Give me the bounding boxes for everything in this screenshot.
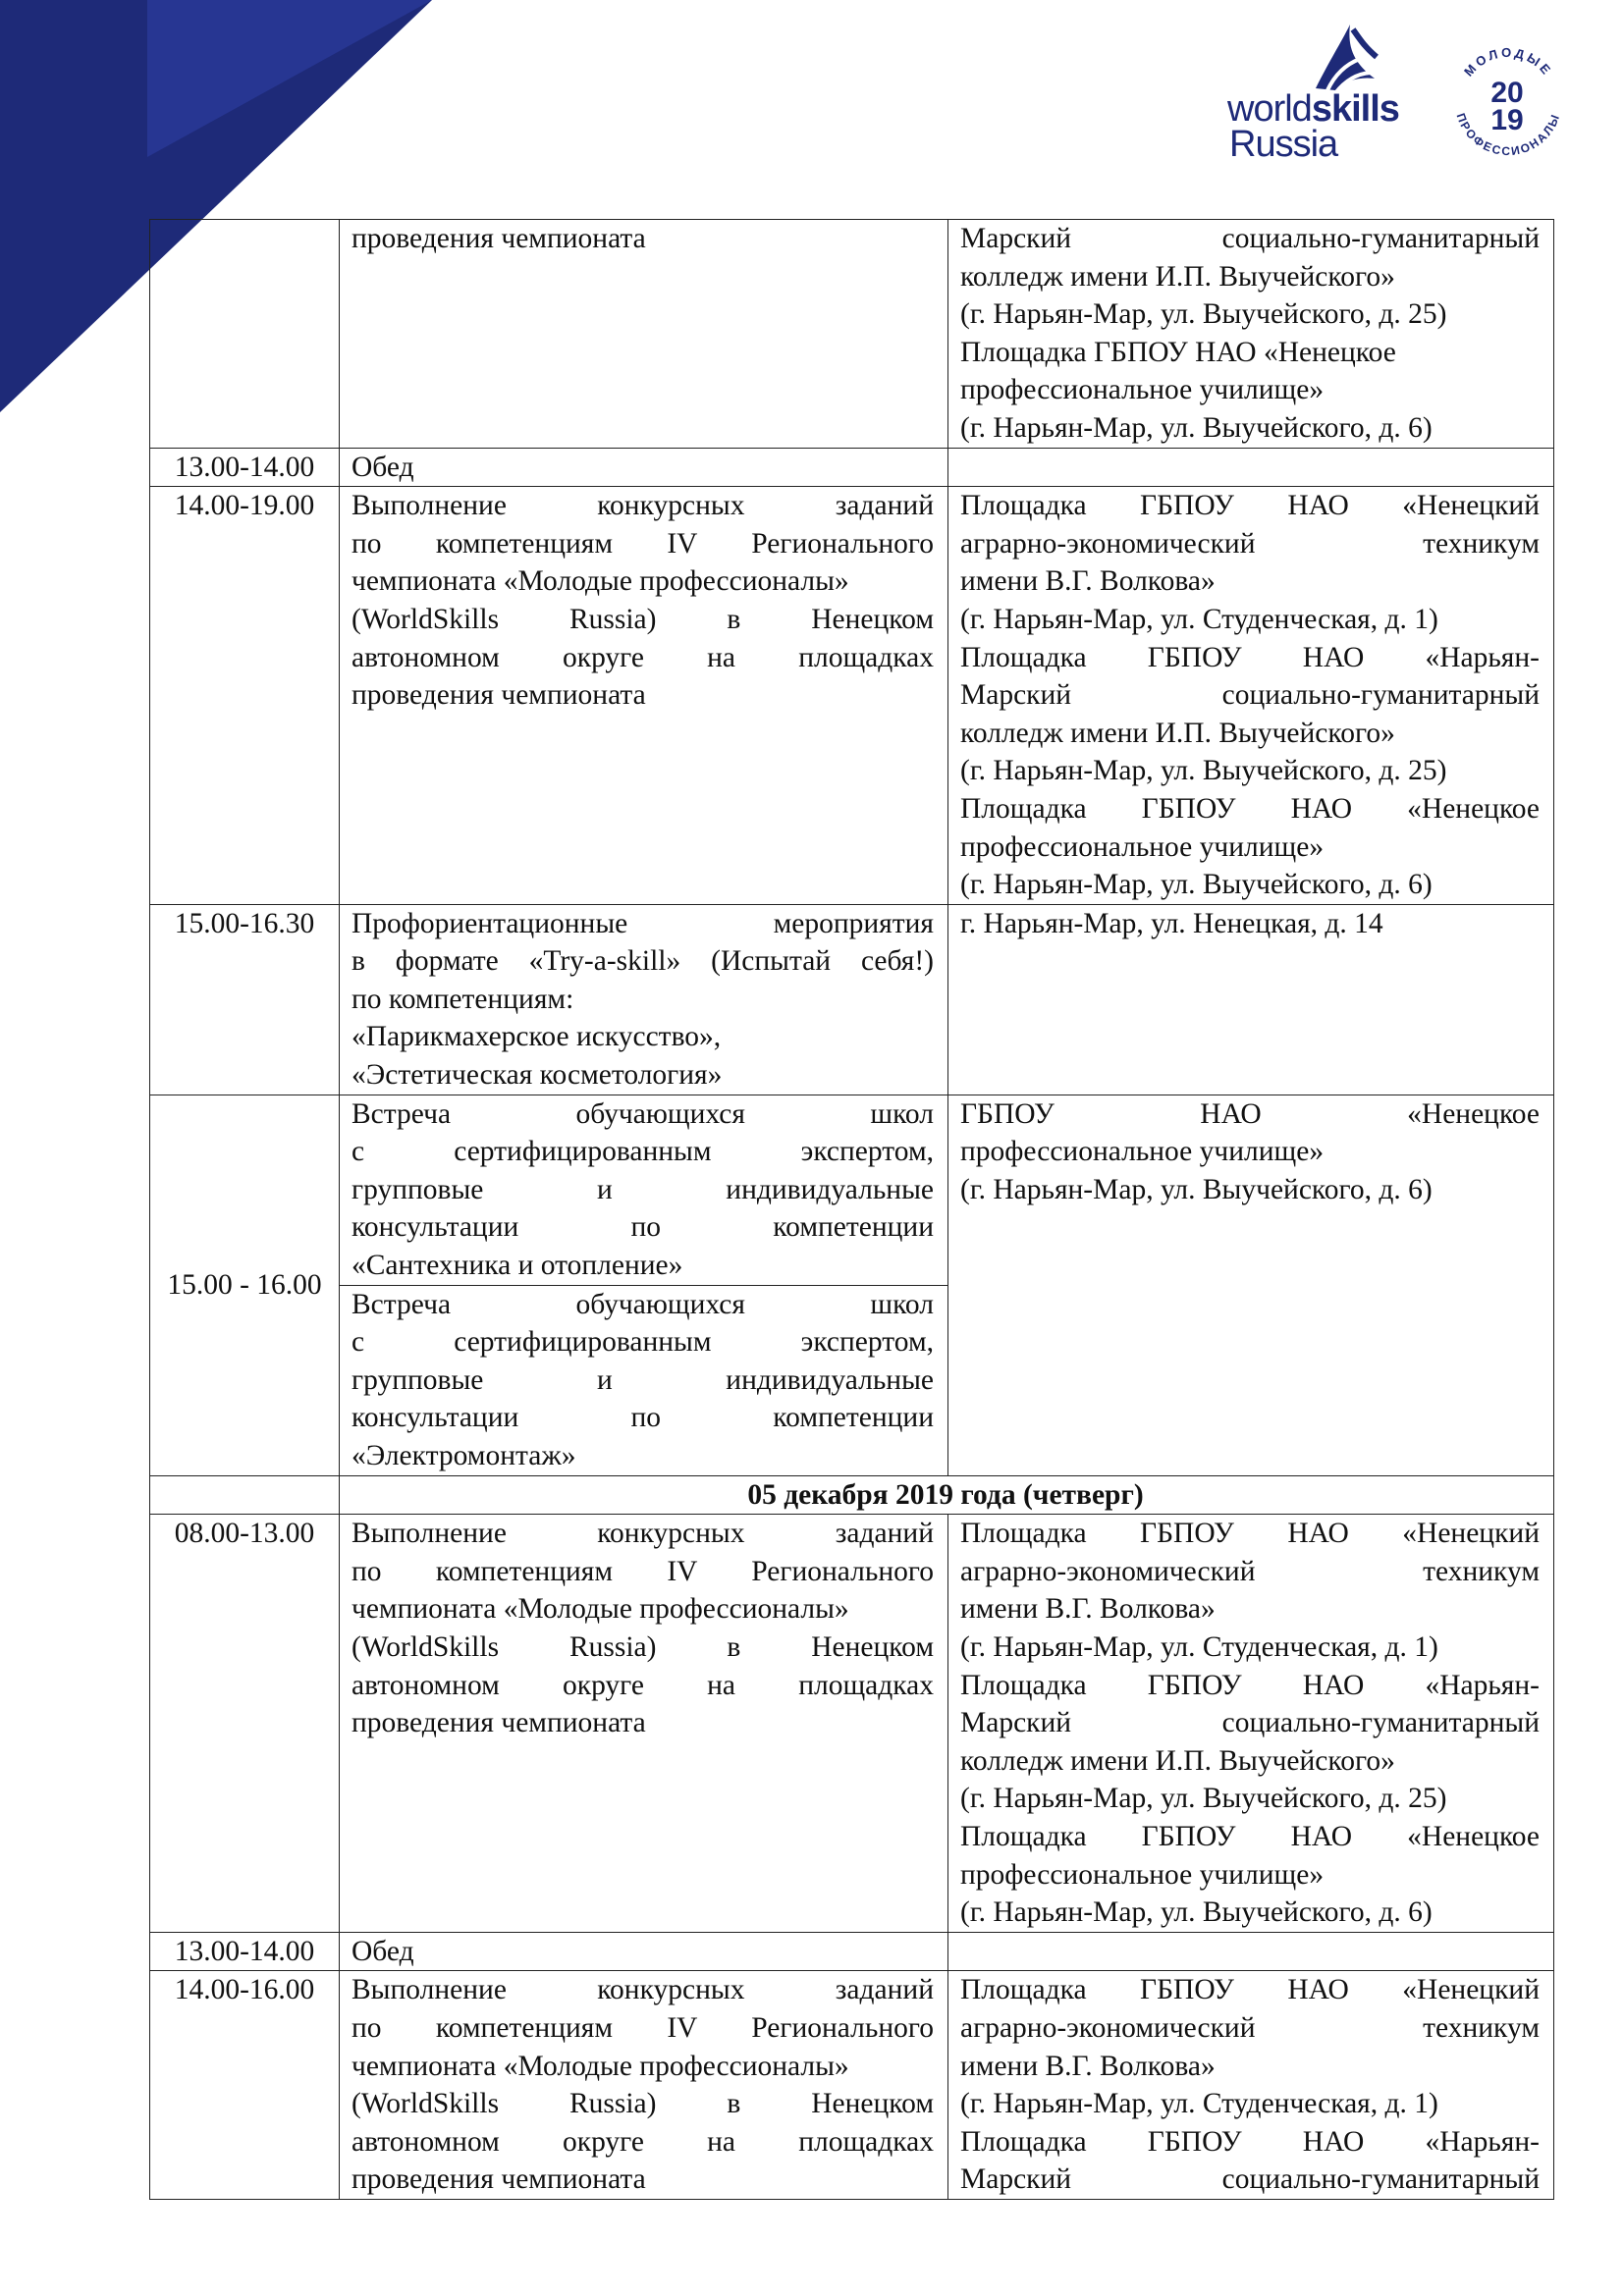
text-line: Профориентационные мероприятия	[352, 907, 934, 939]
text-line: автономном округе на площадках	[352, 1669, 934, 1701]
text-line: «Сантехника и отопление»	[352, 1250, 683, 1282]
text-line: чемпионата «Молодые профессионалы»	[352, 565, 849, 598]
text-line: профессиональное училище»	[960, 374, 1325, 406]
table-row	[150, 1515, 1554, 1933]
text-line: по компетенциям:	[352, 983, 574, 1015]
badge-text-top: МОЛОДЫЕ	[1461, 44, 1556, 80]
event-cell	[340, 220, 948, 449]
text-line: Встреча обучающихся школ	[352, 1097, 934, 1130]
text-line: имени В.Г. Волкова»	[960, 1593, 1216, 1626]
event-cell	[340, 487, 948, 905]
table-row	[150, 1971, 1554, 2200]
time-cell: 15.00-16.30	[150, 904, 340, 1095]
text-line: (г. Нарьян-Мар, ул. Выучейского, д. 6)	[960, 411, 1433, 444]
text-line: (WorldSkills Russia) в Ненецком	[352, 603, 934, 635]
text-line: ГБПОУ НАО «Ненецкое	[960, 1097, 1540, 1130]
text-line: (г. Нарьян-Мар, ул. Выучейского, д. 6)	[960, 1896, 1433, 1929]
text-line: Обед	[352, 1935, 414, 1967]
text-line: Выполнение конкурсных заданий	[352, 1974, 934, 2006]
event-cell	[340, 448, 948, 487]
text-line: в формате «Try-a-skill» (Испытай себя!)	[352, 945, 934, 978]
text-line: Площадка ГБПОУ НАО «Нарьян-	[960, 1669, 1540, 1701]
event-cell-split	[340, 1095, 948, 1475]
text-line: по компетенциям IV Регионального	[352, 527, 934, 560]
worldskills-logo	[1227, 20, 1581, 167]
location-cell	[948, 1095, 1554, 1475]
text-line: (WorldSkills Russia) в Ненецком	[352, 1630, 934, 1663]
text-line: проведения чемпионата	[352, 223, 646, 254]
text-line: профессиональное училище»	[960, 830, 1325, 863]
text-line: имени В.Г. Волкова»	[960, 2050, 1216, 2082]
text-line: (WorldSkills Russia) в Ненецком	[352, 2088, 934, 2120]
text-line: Марский социально-гуманитарный	[960, 223, 1540, 254]
text-line: автономном округе на площадках	[352, 641, 934, 673]
text-line: проведения чемпионата	[352, 679, 646, 712]
text-line: аграрно-экономический техникум	[960, 1555, 1540, 1587]
text-line: Марский социально-гуманитарный	[960, 2163, 1540, 2196]
text-line: групповые и индивидуальные	[352, 1363, 934, 1396]
badge-year-top: 20	[1490, 77, 1524, 109]
text-line: консультации по компетенции	[352, 1402, 934, 1434]
text-line: (г. Нарьян-Мар, ул. Студенческая, д. 1)	[960, 603, 1438, 635]
table-row	[150, 487, 1554, 905]
location-cell	[948, 1515, 1554, 1933]
text-line: (г. Нарьян-Мар, ул. Студенческая, д. 1)	[960, 1630, 1438, 1663]
text-line: с сертифицированным экспертом,	[352, 1326, 934, 1359]
text-line: профессиональное училище»	[960, 1858, 1325, 1891]
logo-text-line2: Russia	[1229, 124, 1338, 165]
text-line: Встреча обучающихся школ	[352, 1288, 934, 1320]
time-cell: 08.00-13.00	[150, 1515, 340, 1933]
text-line: Площадка ГБПОУ НАО «Ненецкий	[960, 490, 1540, 522]
text-line: Площадка ГБПОУ НАО «Ненецкое	[960, 792, 1540, 825]
text-line: Выполнение конкурсных заданий	[352, 1518, 934, 1550]
date-heading	[340, 1475, 1554, 1515]
text-line: чемпионата «Молодые профессионалы»	[352, 1593, 849, 1626]
schedule-table	[149, 219, 1554, 2200]
text-line: проведения чемпионата	[352, 1707, 646, 1739]
text-line: аграрно-экономический техникум	[960, 2011, 1540, 2044]
location-cell	[948, 220, 1554, 449]
text-line: Площадка ГБПОУ НАО «Ненецкое	[960, 336, 1396, 368]
text-line: автономном округе на площадках	[352, 2125, 934, 2158]
text-line: (г. Нарьян-Мар, ул. Выучейского, д. 25)	[960, 755, 1447, 787]
text-line: Площадка ГБПОУ НАО «Ненецкий	[960, 1974, 1540, 2006]
text-line: (г. Нарьян-Мар, ул. Выучейского, д. 25)	[960, 1783, 1447, 1815]
time-cell: 13.00-14.00	[150, 1932, 340, 1971]
text-line: Площадка ГБПОУ НАО «Нарьян-	[960, 641, 1540, 673]
text-line: групповые и индивидуальные	[352, 1173, 934, 1205]
text-line: колледж имени И.П. Выучейского»	[960, 717, 1395, 749]
table-row	[150, 904, 1554, 1095]
text-line: проведения чемпионата	[352, 2163, 646, 2196]
location-cell	[948, 487, 1554, 905]
text-line: имени В.Г. Волкова»	[960, 565, 1216, 598]
text-line: консультации по компетенции	[352, 1211, 934, 1244]
text-line: Марский социально-гуманитарный	[960, 1707, 1540, 1739]
text-line: (г. Нарьян-Мар, ул. Студенческая, д. 1)	[960, 2088, 1438, 2120]
logo-text-skills: skills	[1311, 88, 1399, 130]
location-cell-empty	[948, 448, 1554, 487]
text-line: колледж имени И.П. Выучейского»	[960, 260, 1395, 293]
event-cell	[340, 904, 948, 1095]
badge-year-bottom: 19	[1490, 104, 1524, 136]
logo-text-world: world	[1227, 88, 1312, 130]
table-row	[150, 1932, 1554, 1971]
text-line: Выполнение конкурсных заданий	[352, 490, 934, 522]
text-line: с сертифицированным экспертом,	[352, 1136, 934, 1168]
text-line: аграрно-экономический техникум	[960, 527, 1540, 560]
event-cell	[340, 1932, 948, 1971]
text-line: Площадка ГБПОУ НАО «Ненецкий	[960, 1518, 1540, 1550]
text-line: «Эстетическая косметология»	[352, 1059, 723, 1092]
molodye-professionaly-badge	[1441, 33, 1574, 166]
text-line: Площадка ГБПОУ НАО «Ненецкое	[960, 1820, 1540, 1852]
table-row	[150, 220, 1554, 449]
text-line: по компетенциям IV Регионального	[352, 1555, 934, 1587]
text-line: по компетенциям IV Регионального	[352, 2011, 934, 2044]
time-cell: 15.00 - 16.00	[150, 1095, 340, 1475]
time-cell: 13.00-14.00	[150, 448, 340, 487]
event-cell	[340, 1515, 948, 1933]
time-cell: 14.00-19.00	[150, 487, 340, 905]
text-line: колледж имени И.П. Выучейского»	[960, 1744, 1395, 1777]
time-cell	[150, 220, 340, 449]
table-row	[150, 448, 1554, 487]
text-line: (г. Нарьян-Мар, ул. Выучейского, д. 6)	[960, 1173, 1433, 1205]
table-row	[150, 1475, 1554, 1515]
text-line: профессиональное училище»	[960, 1136, 1325, 1168]
text-line: Марский социально-гуманитарный	[960, 679, 1540, 712]
table-row	[150, 1095, 1554, 1475]
time-cell: 14.00-16.00	[150, 1971, 340, 2200]
location-cell-empty	[948, 1932, 1554, 1971]
text-line: «Парикмахерское искусство»,	[352, 1021, 722, 1053]
svg-text:МОЛОДЫЕ	[1461, 45, 1555, 80]
text-line: (г. Нарьян-Мар, ул. Выучейского, д. 6)	[960, 869, 1433, 901]
text-line: (г. Нарьян-Мар, ул. Выучейского, д. 25)	[960, 298, 1447, 331]
text-line: чемпионата «Молодые профессионалы»	[352, 2050, 849, 2082]
text-line: Площадка ГБПОУ НАО «Нарьян-	[960, 2125, 1540, 2158]
text-line: «Электромонтаж»	[352, 1440, 576, 1471]
location-cell	[948, 904, 1554, 1095]
worldskills-flame-icon	[1306, 20, 1384, 98]
badge-text-bottom: ПРОФЕССИОНАЛЫ	[1453, 111, 1563, 159]
date-heading-text: 05 декабря 2019 года (четверг)	[747, 1478, 1144, 1511]
event-subcell	[340, 1095, 947, 1285]
location-cell	[948, 1971, 1554, 2200]
text-line: Обед	[352, 451, 414, 483]
text-line: г. Нарьян-Мар, ул. Ненецкая, д. 14	[960, 907, 1383, 939]
event-subcell	[340, 1285, 947, 1475]
time-cell-empty	[150, 1475, 340, 1515]
event-cell	[340, 1971, 948, 2200]
